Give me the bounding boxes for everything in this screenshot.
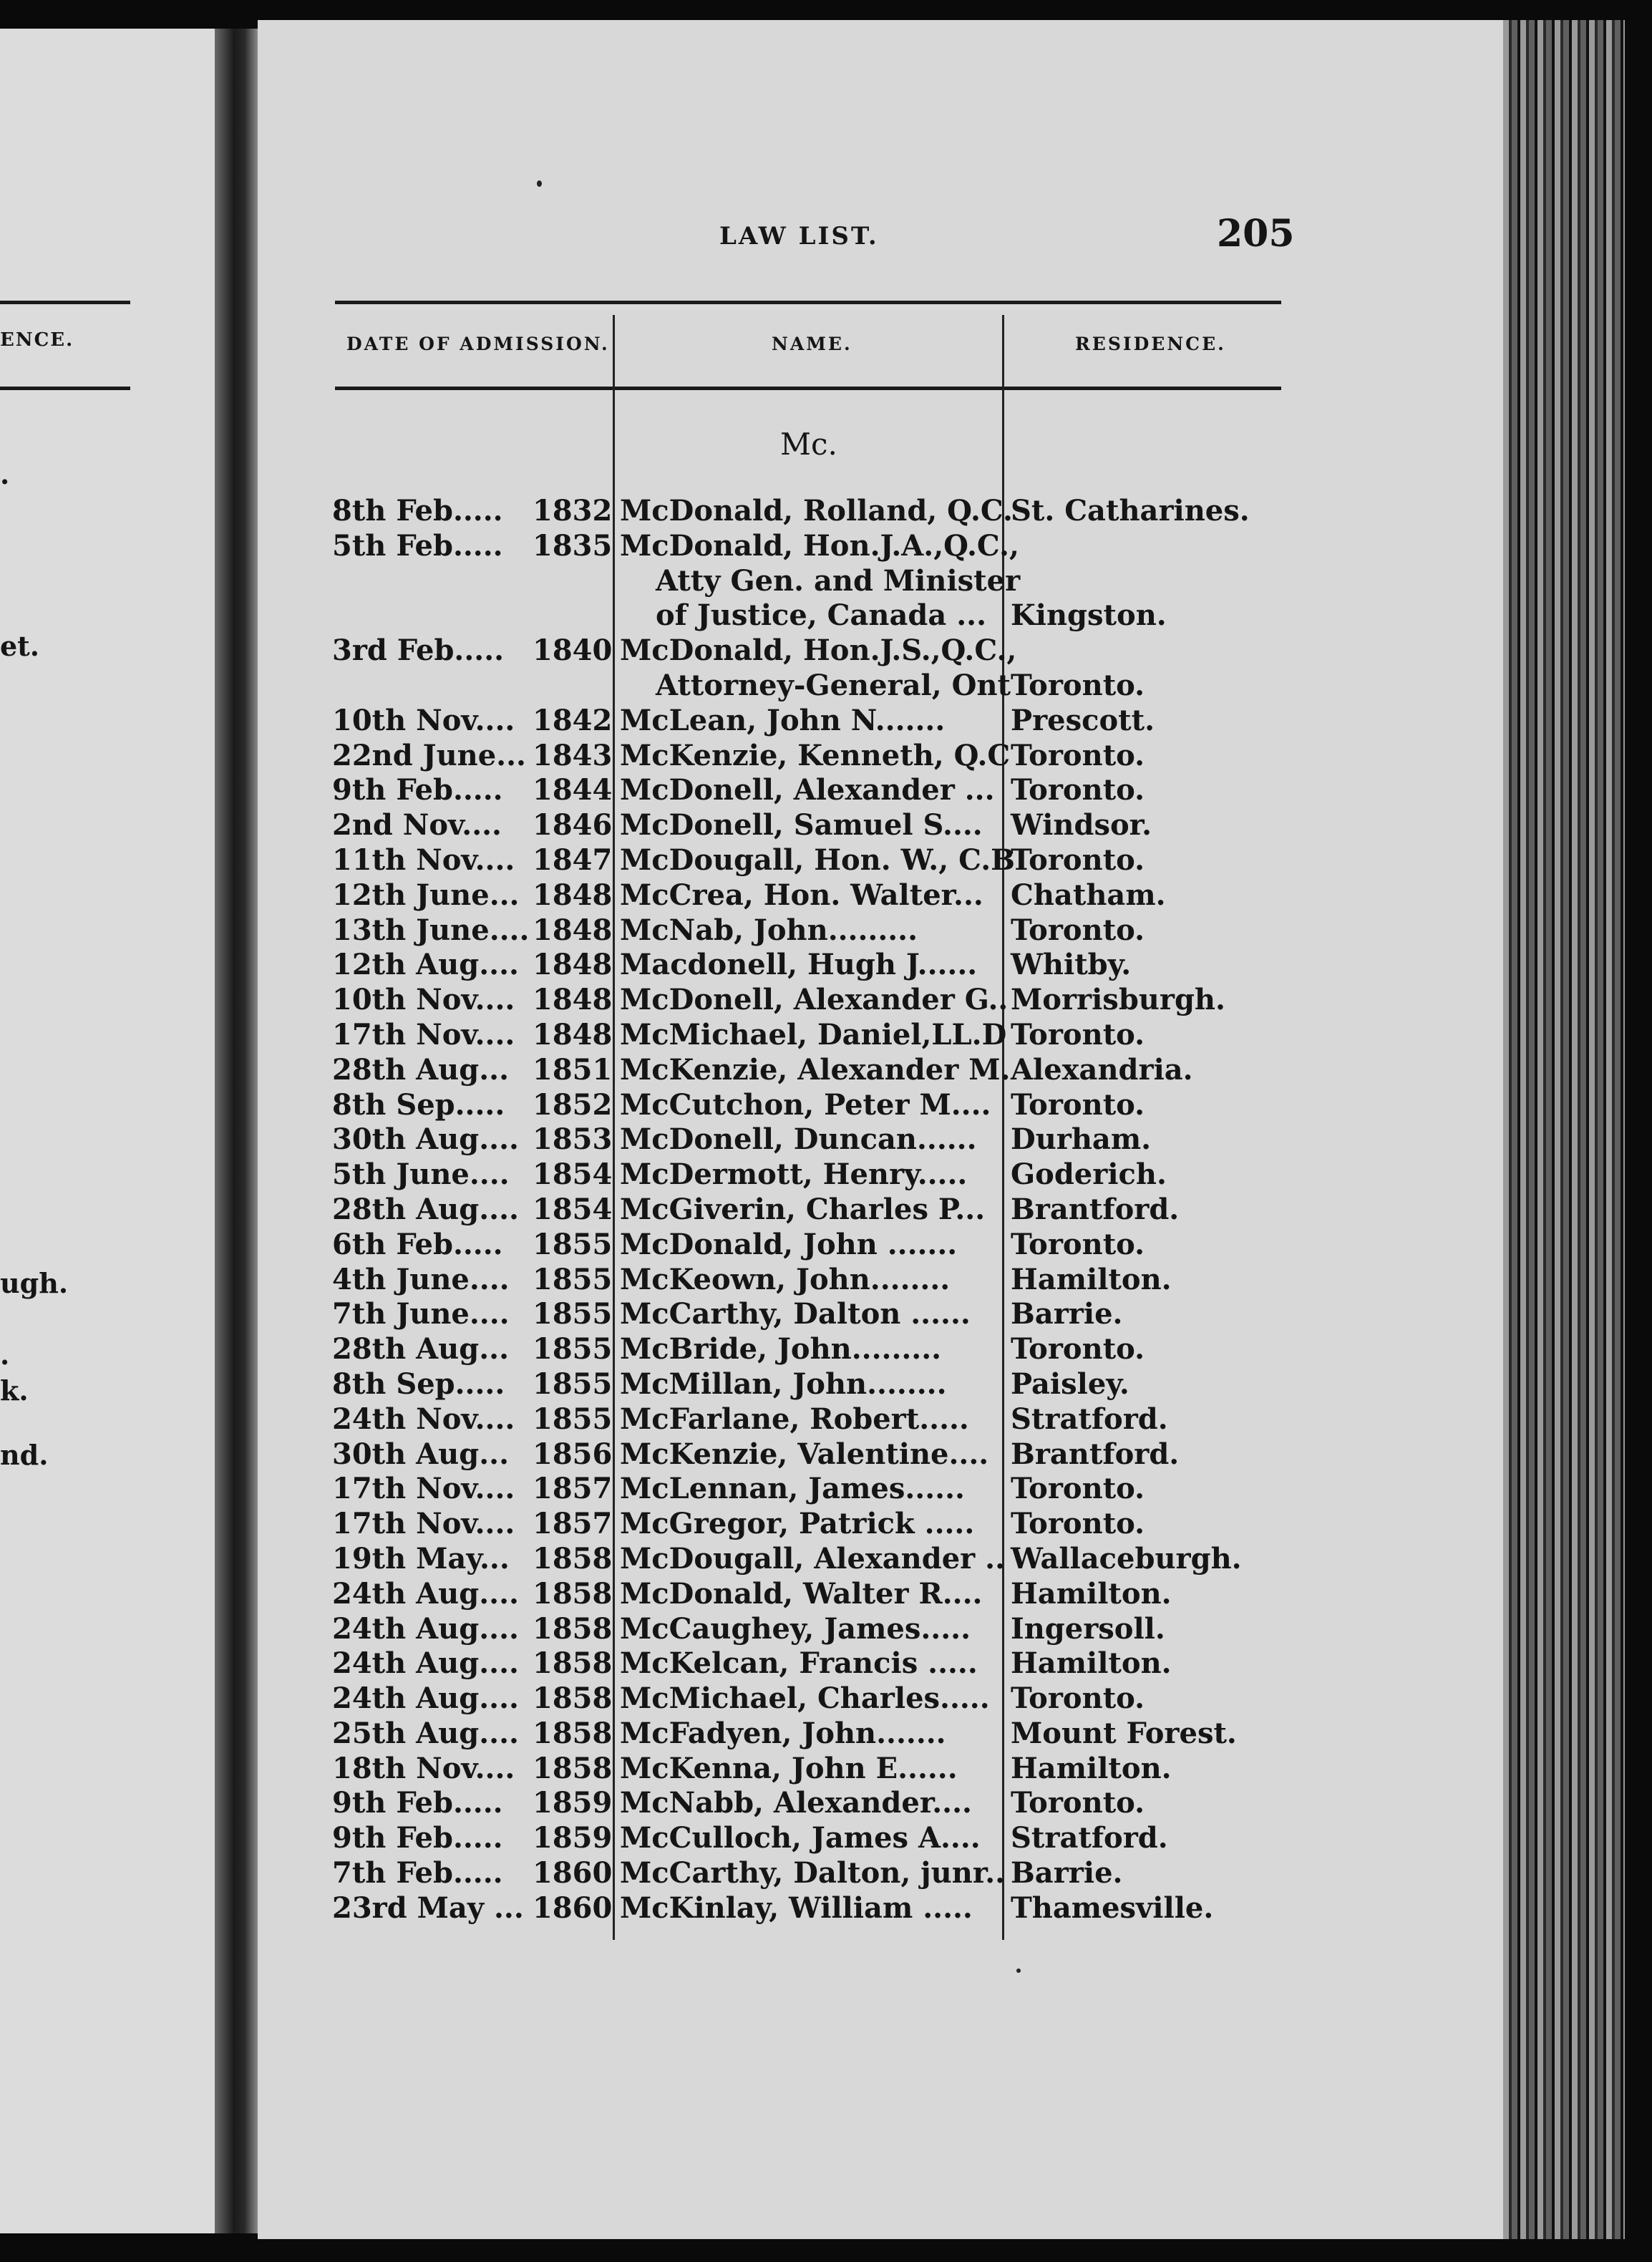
barrister-name: McDonell, Alexander G.. <box>620 983 1009 1017</box>
admission-year: 1858 <box>533 1541 613 1576</box>
residence: Toronto. <box>1011 1472 1145 1506</box>
barrister-name: McDonell, Alexander ... <box>620 773 995 807</box>
admission-date: 10th Nov.... <box>332 703 515 737</box>
barrister-name: McLennan, James...... <box>620 1472 965 1506</box>
admission-year: 1857 <box>533 1472 613 1506</box>
residence: Morrisburgh. <box>1011 983 1225 1017</box>
admission-date: 28th Aug... <box>332 1332 510 1367</box>
barrister-name: McFadyen, John....... <box>620 1716 946 1750</box>
left-page-fragment: . <box>0 458 10 490</box>
left-page-fragment: nd. <box>0 1439 49 1471</box>
left-page <box>0 29 215 2233</box>
barrister-name: McKelcan, Francis ..... <box>620 1646 978 1681</box>
residence: Wallaceburgh. <box>1011 1541 1242 1576</box>
residence: Toronto. <box>1011 1017 1145 1052</box>
column-header-date: DATE OF ADMISSION. <box>346 334 610 354</box>
left-page-rule-bottom <box>0 387 130 390</box>
barrister-name: McDougall, Hon. W., C.B <box>620 843 1015 877</box>
admission-year: 1855 <box>533 1367 613 1401</box>
admission-date: 25th Aug.... <box>332 1716 519 1750</box>
admission-date: 12th June... <box>332 878 520 912</box>
admission-year: 1848 <box>533 983 613 1017</box>
admission-date: 24th Aug.... <box>332 1681 519 1716</box>
residence: Mount Forest. <box>1011 1716 1237 1750</box>
admission-year: 1842 <box>533 703 613 737</box>
residence: Toronto. <box>1011 1681 1145 1716</box>
barrister-name: McCaughey, James..... <box>620 1611 971 1646</box>
ink-speck <box>1016 1969 1021 1973</box>
admission-year: 1860 <box>533 1856 613 1890</box>
residence: Alexandria. <box>1011 1052 1193 1087</box>
admission-date: 30th Aug.... <box>332 1122 519 1157</box>
left-page-fragment: ugh. <box>0 1267 69 1299</box>
page-edges <box>1503 20 1625 2239</box>
column-header-residence: RESIDENCE. <box>1075 334 1226 354</box>
residence: Hamilton. <box>1011 1646 1172 1681</box>
barrister-name: McLean, John N....... <box>620 703 946 737</box>
admission-date: 9th Feb..... <box>332 1786 503 1820</box>
admission-year: 1855 <box>533 1227 613 1261</box>
residence: Toronto. <box>1011 1786 1145 1820</box>
residence: Goderich. <box>1011 1157 1167 1192</box>
admission-year: 1858 <box>533 1751 613 1785</box>
barrister-name: McDermott, Henry..... <box>620 1157 968 1192</box>
admission-year: 1858 <box>533 1646 613 1681</box>
admission-year: 1853 <box>533 1122 613 1157</box>
barrister-name: McDonald, Rolland, Q.C. <box>620 494 1013 528</box>
admission-year: 1848 <box>533 878 613 912</box>
section-letter: Mc. <box>780 427 837 462</box>
admission-date: 7th June.... <box>332 1297 510 1331</box>
barrister-name: McDonald, Hon.J.A.,Q.C., <box>620 528 1019 563</box>
residence: Hamilton. <box>1011 1262 1172 1296</box>
left-page-column-header: ENCE. <box>0 329 74 351</box>
barrister-name: McDonell, Samuel S.... <box>620 808 983 843</box>
residence: Barrie. <box>1011 1297 1123 1331</box>
residence: Stratford. <box>1011 1821 1168 1855</box>
admission-year: 1855 <box>533 1262 613 1296</box>
admission-year: 1856 <box>533 1437 613 1471</box>
residence: Ingersoll. <box>1011 1611 1165 1646</box>
barrister-name: McDougall, Alexander .. <box>620 1541 1006 1576</box>
admission-year: 1858 <box>533 1681 613 1716</box>
barrister-name: Macdonell, Hugh J...... <box>620 948 978 982</box>
residence: Chatham. <box>1011 878 1166 912</box>
column-divider-date-name <box>613 315 615 1940</box>
residence: Brantford. <box>1011 1192 1180 1226</box>
admission-year: 1832 <box>533 494 613 528</box>
residence: Toronto. <box>1011 773 1145 807</box>
left-page-fragment: et. <box>0 630 39 662</box>
admission-year: 1858 <box>533 1611 613 1646</box>
admission-year: 1835 <box>533 528 613 563</box>
left-page-rule-top <box>0 301 130 304</box>
barrister-name: McMichael, Charles..... <box>620 1681 990 1716</box>
admission-year: 1844 <box>533 773 613 807</box>
residence: Toronto. <box>1011 738 1145 772</box>
admission-year: 1858 <box>533 1716 613 1750</box>
admission-date: 13th June.... <box>332 913 530 947</box>
admission-year: 1854 <box>533 1192 613 1226</box>
residence: Toronto. <box>1011 1227 1145 1261</box>
admission-date: 28th Aug.... <box>332 1192 519 1226</box>
admission-year: 1859 <box>533 1786 613 1820</box>
barrister-name: McGregor, Patrick ..... <box>620 1507 975 1541</box>
barrister-name: McKeown, John........ <box>620 1262 951 1296</box>
admission-date: 19th May... <box>332 1541 510 1576</box>
barrister-name: McDonald, John ....... <box>620 1227 958 1261</box>
admission-date: 24th Aug.... <box>332 1576 519 1611</box>
admission-date: 5th Feb..... <box>332 528 503 563</box>
barrister-name: McBride, John......... <box>620 1332 942 1367</box>
admission-date: 10th Nov.... <box>332 983 515 1017</box>
admission-date: 23rd May ... <box>332 1890 524 1925</box>
residence: Paisley. <box>1011 1367 1129 1401</box>
left-page-fragment: . <box>0 1339 10 1371</box>
barrister-name: McDonell, Duncan...... <box>620 1122 977 1157</box>
barrister-name: McCarthy, Dalton, junr.. <box>620 1856 1006 1890</box>
admission-year: 1846 <box>533 808 613 843</box>
header-rule-bottom <box>335 387 1281 390</box>
admission-date: 17th Nov.... <box>332 1507 515 1541</box>
residence: Thamesville. <box>1011 1890 1214 1925</box>
admission-year: 1854 <box>533 1157 613 1192</box>
residence: Toronto. <box>1011 1332 1145 1367</box>
barrister-name: McFarlane, Robert..... <box>620 1402 969 1436</box>
residence: Toronto. <box>1011 1087 1145 1122</box>
barrister-name: McDonald, Hon.J.S.,Q.C., <box>620 634 1017 668</box>
barrister-name: McNabb, Alexander.... <box>620 1786 972 1820</box>
admission-year: 1843 <box>533 738 613 772</box>
barrister-name: McKenzie, Alexander M. <box>620 1052 1011 1087</box>
residence: Windsor. <box>1011 808 1152 843</box>
admission-year: 1847 <box>533 843 613 877</box>
admission-date: 24th Aug.... <box>332 1611 519 1646</box>
admission-date: 9th Feb..... <box>332 1821 503 1855</box>
residence: Barrie. <box>1011 1856 1123 1890</box>
residence: Prescott. <box>1011 703 1155 737</box>
barrister-name: McMichael, Daniel,LL.D <box>620 1017 1007 1052</box>
admission-year: 1851 <box>533 1052 613 1087</box>
admission-date: 3rd Feb..... <box>332 634 505 668</box>
residence: Hamilton. <box>1011 1576 1172 1611</box>
barrister-name: McCulloch, James A.... <box>620 1821 981 1855</box>
barrister-name: McMillan, John........ <box>620 1367 947 1401</box>
admission-year: 1857 <box>533 1507 613 1541</box>
residence: St. Catharines. <box>1011 494 1250 528</box>
left-page-fragment: k. <box>0 1374 29 1407</box>
barrister-name: McNab, John......... <box>620 913 918 947</box>
admission-date: 4th June.... <box>332 1262 510 1296</box>
admission-date: 17th Nov.... <box>332 1017 515 1052</box>
barrister-name: McCrea, Hon. Walter... <box>620 878 983 912</box>
barrister-name: Atty Gen. and Minister <box>656 563 1021 598</box>
residence: Durham. <box>1011 1122 1152 1157</box>
page-number: 205 <box>1217 212 1295 256</box>
admission-year: 1848 <box>533 1017 613 1052</box>
admission-year: 1840 <box>533 634 613 668</box>
barrister-name: Attorney-General, Ont <box>656 668 1011 702</box>
admission-date: 8th Feb..... <box>332 494 503 528</box>
admission-date: 17th Nov.... <box>332 1472 515 1506</box>
admission-date: 12th Aug.... <box>332 948 519 982</box>
residence: Whitby. <box>1011 948 1132 982</box>
admission-year: 1852 <box>533 1087 613 1122</box>
admission-date: 7th Feb..... <box>332 1856 503 1890</box>
admission-year: 1855 <box>533 1402 613 1436</box>
barrister-name: McKenzie, Valentine.... <box>620 1437 989 1471</box>
column-header-name: NAME. <box>772 334 852 354</box>
admission-date: 22nd June... <box>332 738 526 772</box>
admission-date: 2nd Nov.... <box>332 808 502 843</box>
barrister-name: McKenzie, Kenneth, Q.C <box>620 738 1011 772</box>
barrister-name: McKenna, John E...... <box>620 1751 958 1785</box>
admission-year: 1855 <box>533 1297 613 1331</box>
admission-date: 8th Sep..... <box>332 1087 505 1122</box>
admission-date: 24th Nov.... <box>332 1402 515 1436</box>
admission-date: 18th Nov.... <box>332 1751 515 1785</box>
barrister-name: McDonald, Walter R.... <box>620 1576 983 1611</box>
book-gutter <box>215 29 258 2233</box>
residence: Brantford. <box>1011 1437 1180 1471</box>
admission-date: 6th Feb..... <box>332 1227 503 1261</box>
admission-year: 1848 <box>533 948 613 982</box>
barrister-name: of Justice, Canada ... <box>656 598 987 633</box>
admission-date: 8th Sep..... <box>332 1367 505 1401</box>
admission-year: 1855 <box>533 1332 613 1367</box>
barrister-name: McCutchon, Peter M.... <box>620 1087 991 1122</box>
ink-speck <box>537 180 542 187</box>
residence: Toronto. <box>1011 913 1145 947</box>
barrister-name: McGiverin, Charles P... <box>620 1192 986 1226</box>
admission-date: 30th Aug... <box>332 1437 510 1471</box>
admission-date: 11th Nov.... <box>332 843 515 877</box>
admission-year: 1860 <box>533 1890 613 1925</box>
admission-date: 28th Aug... <box>332 1052 510 1087</box>
residence: Toronto. <box>1011 843 1145 877</box>
admission-date: 5th June.... <box>332 1157 510 1192</box>
barrister-name: McKinlay, William ..... <box>620 1890 973 1925</box>
admission-year: 1858 <box>533 1576 613 1611</box>
admission-date: 9th Feb..... <box>332 773 503 807</box>
running-head: LAW LIST. <box>719 222 879 251</box>
residence: Kingston. <box>1011 598 1167 633</box>
residence: Toronto. <box>1011 1507 1145 1541</box>
residence: Toronto. <box>1011 668 1145 702</box>
barrister-name: McCarthy, Dalton ...... <box>620 1297 971 1331</box>
admission-date: 24th Aug.... <box>332 1646 519 1681</box>
admission-year: 1859 <box>533 1821 613 1855</box>
admission-year: 1848 <box>533 913 613 947</box>
header-rule-top <box>335 301 1281 304</box>
residence: Hamilton. <box>1011 1751 1172 1785</box>
residence: Stratford. <box>1011 1402 1168 1436</box>
